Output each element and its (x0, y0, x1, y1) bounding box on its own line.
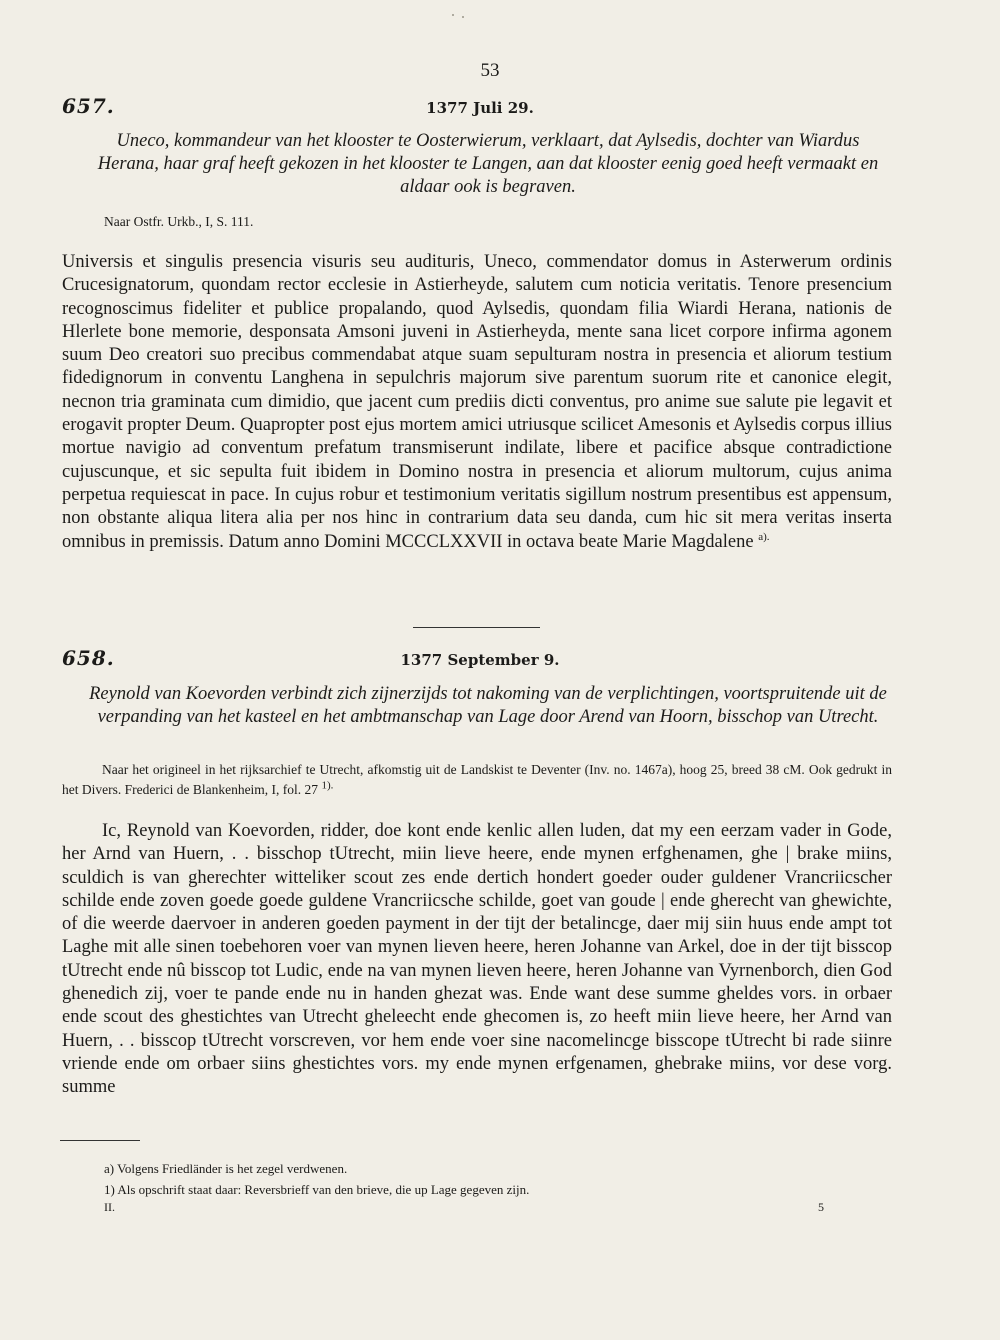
footnote-marker: a). (758, 530, 770, 543)
signature-mark-left: II. (104, 1200, 115, 1214)
footnotes (104, 1158, 904, 1200)
entry-text (62, 820, 892, 1100)
footnote-rule (60, 1140, 140, 1141)
entry-text (62, 251, 892, 554)
entry-source (62, 760, 892, 800)
signature-mark-right: 5 (818, 1200, 824, 1214)
entry-text-body: Universis et singulis presencia visuris seu audituris, Uneco, commendator domus in Asterwerum ordinis Crucesignatorum, quondam rector ecclesie in Astierheyde, salutem cum noticia veritatis. Tenore presencium recognoscimus fideliter et publice propalando, quod Aylsedis, quondam filia Wiardi Herana, nationis de Hlerlete bone memorie, desponsata Amsoni juveni in Astierheyda, mente sana licet corpore infirma agonem suum Deo creatori suo precibus commendabat atque suam sepulturam nostra in presencia et aliorum testium fidedignorum in conventu Langhena in sepulchris majorum sive parentum suorum rite et canonice elegit, necnon tria graminata cum dimidio, que jacent cum prediis dicti conventus, pro anime sue salute pie legavit et erogavit propter Deum. Quapropter post ejus mortem amici utriusque scilicet Amesonis et Aylsedis corpus illius mortue navigio ad conventum prefatum transmiserunt indilate, libere et pacifice absque contradictione cujuscunque, et sic sepulta fuit ibidem in Domino nostra in presencia et aliorum multorum, cujus anima perpetua requiescat in pace. In cujus robur et testimonium veritatis sigillum nostrum presentibus est appensum, non obstante aliqua litera alia per nos hinc in contrarium data seu danda, cum hic sit mera veritas inserta omnibus in premissis. Datum anno Domini MCCCLXXVII in octava beate Marie Magdalene (62, 252, 892, 552)
entry-summary: Reynold van Koevorden verbindt zich zijnerzijds tot nakoming van de verplichtingen, voortspruitende uit de verpanding van het kasteel en het ambtmanschap van Lage door Arend van Hoorn, bisschop van Utrecht. (89, 684, 887, 727)
print-speck (452, 14, 454, 16)
section-divider (413, 627, 540, 628)
footnote-marker: 1). (321, 779, 334, 792)
entry-date: 1377 September 9. (400, 651, 560, 669)
footnote: a) Volgens Friedländer is het zegel verdwenen. (104, 1161, 348, 1176)
entry-source: Naar Ostfr. Urkb., I, S. 111. (104, 214, 254, 229)
entry-summary: Uneco, kommandeur van het klooster te Oosterwierum, verklaart, dat Aylsedis, dochter van Wiardus Herana, haar graf heeft gekozen in het klooster te Langen, aan dat klooster eenig goed heeft vermaakt en aldaar ook is begraven. (97, 131, 879, 197)
entry-source-text: Naar het origineel in het rijksarchief te Utrecht, afkomstig uit de Landskist te Deventer (Inv. no. 1467a), hoog 25, breed 38 cM. Ook gedrukt in het Divers. Frederici de Blankenheim, I, fol. 27 (62, 762, 892, 797)
entry-date: 1377 Juli 29. (426, 99, 534, 117)
entry-number: 657. (62, 94, 115, 118)
entry-number: 658. (62, 646, 115, 670)
page-number: 53 (480, 60, 500, 81)
print-speck (462, 16, 464, 18)
entry-text-body: Ic, Reynold van Koevorden, ridder, doe kont ende kenlic allen luden, dat my een eerzam vader in Gode, her Arnd van Huern, . . bisschop tUtrecht, miin lieve heere, ende mynen erfghenamen, ghe | brake miins, sculdich is van gherechter witteliker scout zes ende dertich hondert goeder ouder guldener Vrancriicscher schilde ende zoven goede goede guldene Vrancriicsche schilde, goet van goude | ende gherecht van ghewichte, of die weerde daervoer in anderen goeden payment in der tijt der betalincge, daer mij siin huus ende ampt tot Laghe mit alle sinen toebehoren voer van mynen lieven heere, heren Johanne van Arkel, doe in der tijt bisscop tUtrecht ende nû bisscop tot Ludic, ende na van mynen lieven heere, heren Johanne van Vyrnenborch, dien God ghenedich zij, voer te pande ende nu in handen ghezat was. Ende want dese summe gheldes vors. in orbaer ende scout des ghestichtes van Utrecht gheleecht ende ghecomen is, zo heeft miin lieve heere, her Arnd van Huern, . . bisscop tUtrecht vorscreven, vor hem ende voer sine nacomelincge bisscope tUtrecht bi rade siinre vriende ende om orbaer siins ghestichtes vors. my ende mynen erfgenamen, ghebrake miins, vor dese vorg. summe (62, 821, 892, 1098)
footnote: 1) Als opschrift staat daar: Reversbrieff van den brieve, die up Lage gegeven zijn. (104, 1182, 530, 1197)
